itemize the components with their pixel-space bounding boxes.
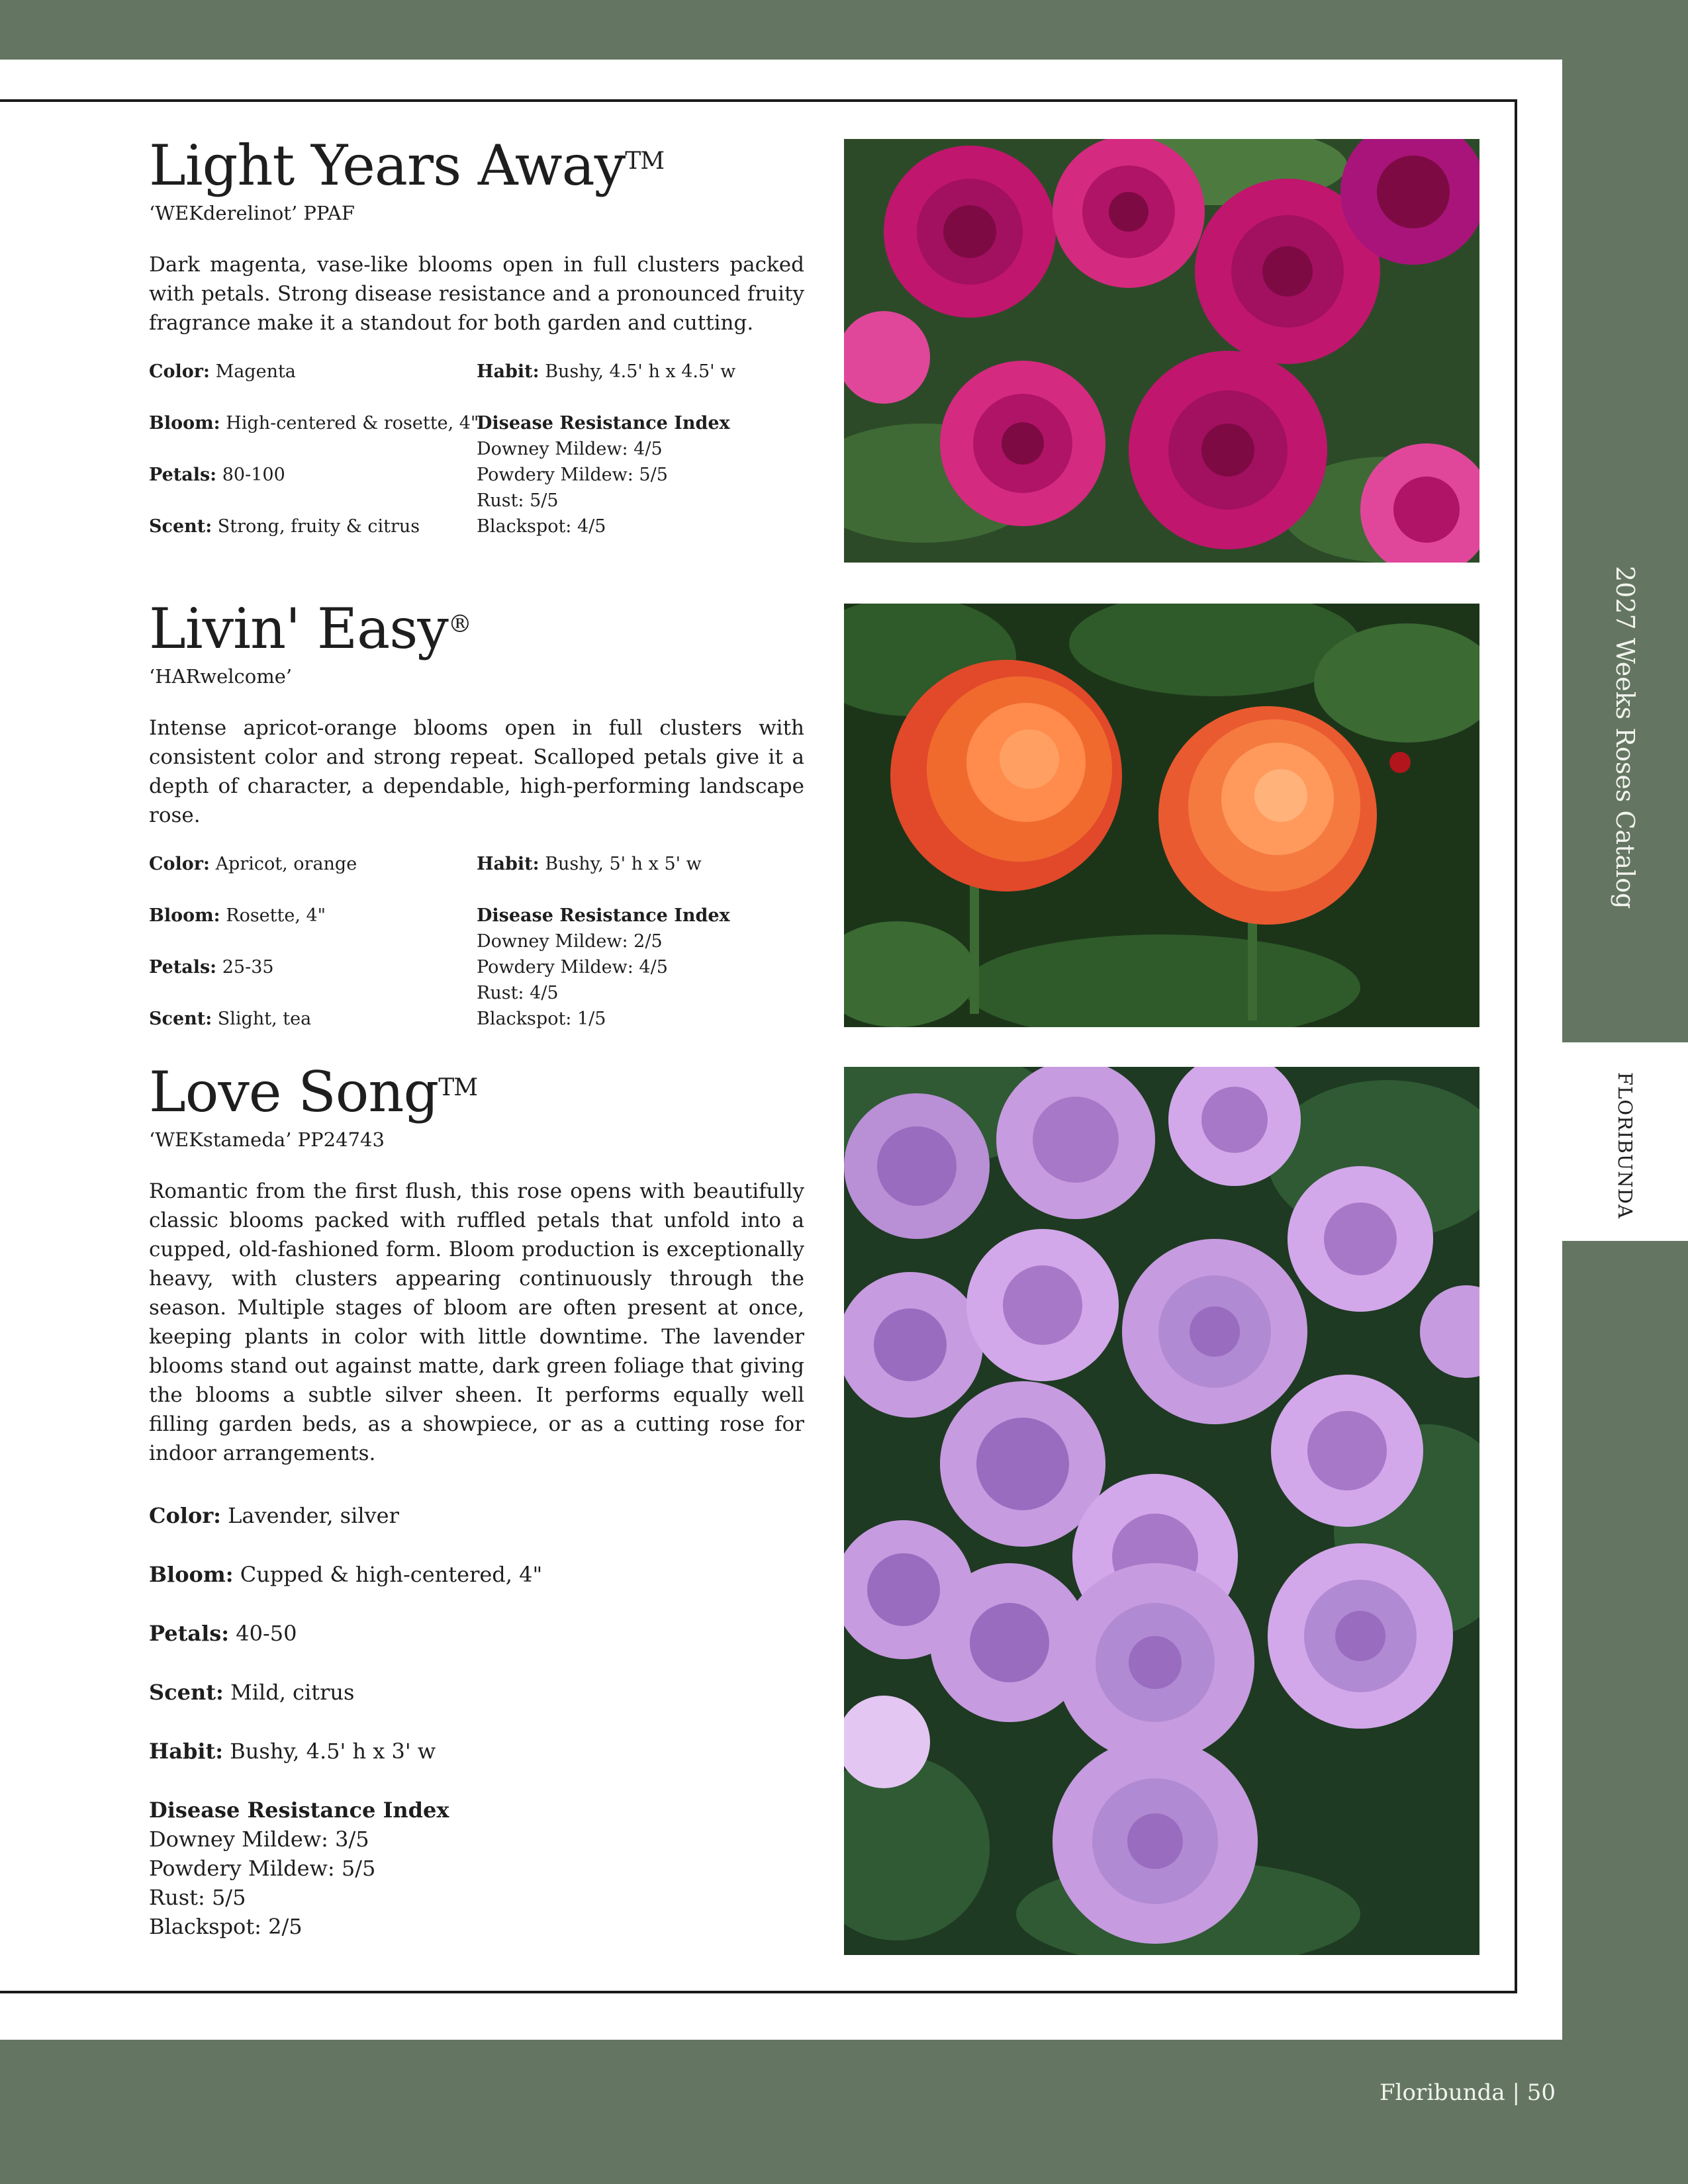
dri-powdery-mildew: Powdery Mildew: 5/5 [149, 1856, 376, 1881]
spec-scent: Scent: Slight, tea [149, 1009, 312, 1029]
catalog-title: 2027 Weeks Roses Catalog [1611, 566, 1640, 909]
spec-habit: Habit: Bushy, 5' h x 5' w [477, 854, 702, 874]
rose-description: Dark magenta, vase-like blooms open in full clusters packed with petals. Strong disease resistance and a pronounced fruity fragrance make it a standout for both garden and cutting. [149, 253, 804, 335]
spec-habit: Habit: Bushy, 4.5' h x 3' w [149, 1739, 436, 1764]
rose-description: Intense apricot-orange blooms open in full clusters with consistent color and strong repeat. Scalloped petals give it a depth of character, a dependable, high-performing landscape rose. [149, 716, 804, 827]
spec-scent: Scent: Strong, fruity & citrus [149, 516, 420, 537]
rose-name: Livin' Easy® [149, 596, 471, 661]
trademark-mark: TM [625, 148, 665, 175]
rose-photo-love-song [844, 1067, 1479, 1955]
dri-blackspot: Blackspot: 2/5 [149, 1914, 303, 1939]
spec-color: Color: Lavender, silver [149, 1503, 399, 1528]
dri-rust: Rust: 4/5 [477, 983, 559, 1003]
cultivar-code: ‘WEKstameda’ PP24743 [149, 1128, 385, 1151]
dri-downey-mildew: Downey Mildew: 2/5 [477, 931, 663, 952]
spec-petals: Petals: 40-50 [149, 1621, 297, 1646]
trademark-mark: TM [438, 1074, 478, 1101]
page-footer: Floribunda | 50 [1380, 2079, 1556, 2106]
spec-petals: Petals: 25-35 [149, 957, 274, 978]
dri-powdery-mildew: Powdery Mildew: 5/5 [477, 465, 668, 485]
rose-photo-livin-easy [844, 604, 1479, 1027]
rose-description: Romantic from the first flush, this rose opens with beautifully classic blooms packed with ruffled petals that unfold into a cupped, old-fashioned form. Bloom production is exceptionally heavy, with clusters appearing continuously through the season. Multiple stages of bloom are often present at once, keeping plants in color with little downtime. The lavender blooms stand out against matte, dark green foliage that giving the blooms a subtle silver sheen. It performs equally well filling garden beds, as a showpiece, or as a cutting rose for indoor arrangements. [149, 1179, 804, 1465]
rose-entry-livin-easy [149, 596, 804, 1029]
spec-bloom: Bloom: Rosette, 4" [149, 905, 326, 926]
spec-bloom: Bloom: High-centered & rosette, 4" [149, 413, 479, 433]
dri-rust: Rust: 5/5 [477, 490, 559, 511]
cultivar-code: ‘WEKderelinot’ PPAF [149, 202, 355, 224]
spec-list [149, 1501, 804, 1941]
spec-petals: Petals: 80-100 [149, 465, 285, 485]
rose-name: Love Song™ [149, 1060, 478, 1124]
disease-resistance-title: Disease Resistance Index [477, 905, 730, 926]
section-tab-label[interactable]: FLORIBUNDA [1614, 1072, 1636, 1219]
rose-name: Light Years Away™ [149, 133, 665, 198]
spec-color: Color: Apricot, orange [149, 854, 357, 874]
spec-habit: Habit: Bushy, 4.5' h x 4.5' w [477, 361, 736, 382]
cultivar-code: ‘HARwelcome’ [149, 665, 293, 688]
dri-blackspot: Blackspot: 4/5 [477, 516, 606, 537]
rose-entry-light-years-away [149, 132, 804, 537]
dri-blackspot: Blackspot: 1/5 [477, 1009, 606, 1029]
rose-entry-love-song [149, 1059, 804, 1941]
disease-resistance-title: Disease Resistance Index [477, 413, 730, 433]
dri-downey-mildew: Downey Mildew: 4/5 [477, 439, 663, 459]
disease-resistance-title: Disease Resistance Index [149, 1797, 449, 1823]
dri-powdery-mildew: Powdery Mildew: 4/5 [477, 957, 668, 978]
spec-color: Color: Magenta [149, 361, 296, 382]
dri-rust: Rust: 5/5 [149, 1885, 246, 1910]
spec-scent: Scent: Mild, citrus [149, 1680, 355, 1705]
spec-bloom: Bloom: Cupped & high-centered, 4" [149, 1562, 543, 1587]
dri-downey-mildew: Downey Mildew: 3/5 [149, 1827, 369, 1852]
rose-photo-light-years-away [844, 139, 1479, 563]
registered-mark: ® [447, 611, 471, 638]
